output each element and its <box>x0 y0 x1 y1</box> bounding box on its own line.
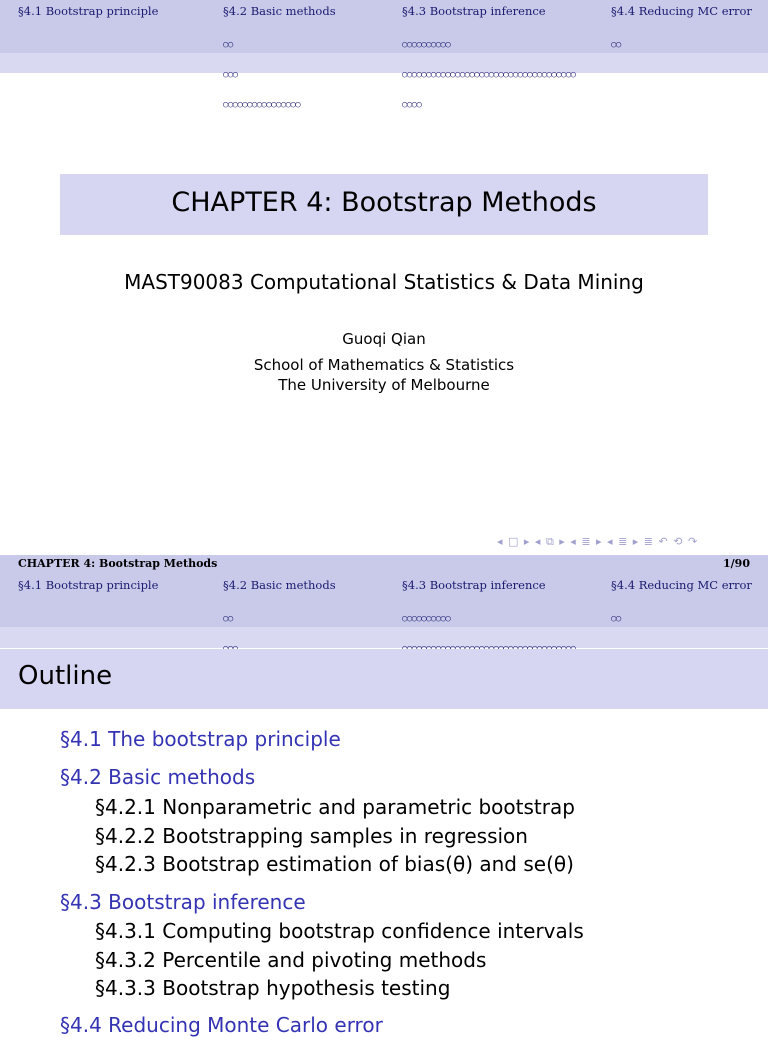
beamer-navigation-symbols[interactable]: ◂ □ ▸ ◂ ⧉ ▸ ◂ ≣ ▸ ◂ ≣ ▸ ≣ ↶ ⟲ ↷ <box>497 535 699 548</box>
toc-section-4-3[interactable]: §4.3 Bootstrap inference <box>60 890 306 914</box>
toc-section-4-4[interactable]: §4.4 Reducing Monte Carlo error <box>60 1013 383 1037</box>
presentation-subtitle: MAST90083 Computational Statistics & Data Mining <box>124 270 644 294</box>
author-name: Guoqi Qian <box>342 330 426 348</box>
nav-section-4-1[interactable]: §4.1 Bootstrap principle <box>18 578 159 592</box>
nav-miniframes-4-2[interactable]: ○○ <box>223 614 233 624</box>
nav-miniframes-4-2[interactable]: ○○ ○○○ ○○○○○○○○○○○○○○○○ <box>223 40 301 110</box>
toc-subsection-4-3-3[interactable]: §4.3.3 Bootstrap hypothesis testing <box>95 976 451 1000</box>
toc-subsection-4-3-1[interactable]: §4.3.1 Computing bootstrap confidence intervals <box>95 919 584 943</box>
nav-section-4-2[interactable]: §4.2 Basic methods <box>223 578 336 592</box>
slide-footer <box>0 555 768 574</box>
nav-section-4-3[interactable]: §4.3 Bootstrap inference <box>402 578 546 592</box>
frame-title-bar <box>0 649 768 709</box>
navbar-lower-band <box>0 627 768 648</box>
toc-subsection-4-2-3[interactable] <box>95 852 574 876</box>
nav-miniframes-4-3[interactable]: ○○○○○○○○○○ <box>402 614 451 624</box>
toc-subsection-4-2-3-label: §4.2.3 Bootstrap estimation of bias(θ) and se(θ) <box>95 852 574 876</box>
section-navigation-bar <box>0 0 768 110</box>
footer-title: CHAPTER 4: Bootstrap Methods <box>18 557 218 570</box>
toc-section-4-2[interactable]: §4.2 Basic methods <box>60 765 256 789</box>
navbar-lower-band <box>0 53 768 73</box>
institute-line-2: The University of Melbourne <box>278 376 490 394</box>
presentation-title: CHAPTER 4: Bootstrap Methods <box>171 187 597 218</box>
title-box <box>60 174 708 235</box>
institute-line-1: School of Mathematics & Statistics <box>253 356 515 374</box>
toc-subsection-4-3-2[interactable]: §4.3.2 Percentile and pivoting methods <box>95 948 487 972</box>
nav-section-4-3[interactable]: §4.3 Bootstrap inference <box>402 4 546 18</box>
toc-subsection-4-2-1[interactable]: §4.2.1 Nonparametric and parametric bootstrap <box>95 795 575 819</box>
frame-title: Outline <box>18 661 113 691</box>
nav-section-4-4[interactable]: §4.4 Reducing MC error <box>611 578 752 592</box>
nav-section-4-4[interactable]: §4.4 Reducing MC error <box>611 4 752 18</box>
section-navigation-bar <box>0 574 768 627</box>
toc-subsection-4-2-2[interactable]: §4.2.2 Bootstrapping samples in regression <box>95 824 528 848</box>
nav-miniframes-4-4[interactable]: ○○ <box>611 40 621 50</box>
nav-section-4-1[interactable]: §4.1 Bootstrap principle <box>18 4 159 18</box>
nav-miniframes-4-4[interactable]: ○○ <box>611 614 621 624</box>
outline-slide <box>0 555 768 1037</box>
page-number: 1/90 <box>723 557 750 570</box>
nav-section-4-2[interactable]: §4.2 Basic methods <box>223 4 336 18</box>
nav-miniframes-4-3[interactable]: ○○○○○○○○○○ ○○○○○○○○○○○○○○○○○○○○○○○○○○○○○○○○○○○○ ○○○○ <box>402 40 576 110</box>
toc-section-4-1[interactable]: §4.1 The bootstrap principle <box>60 727 341 751</box>
